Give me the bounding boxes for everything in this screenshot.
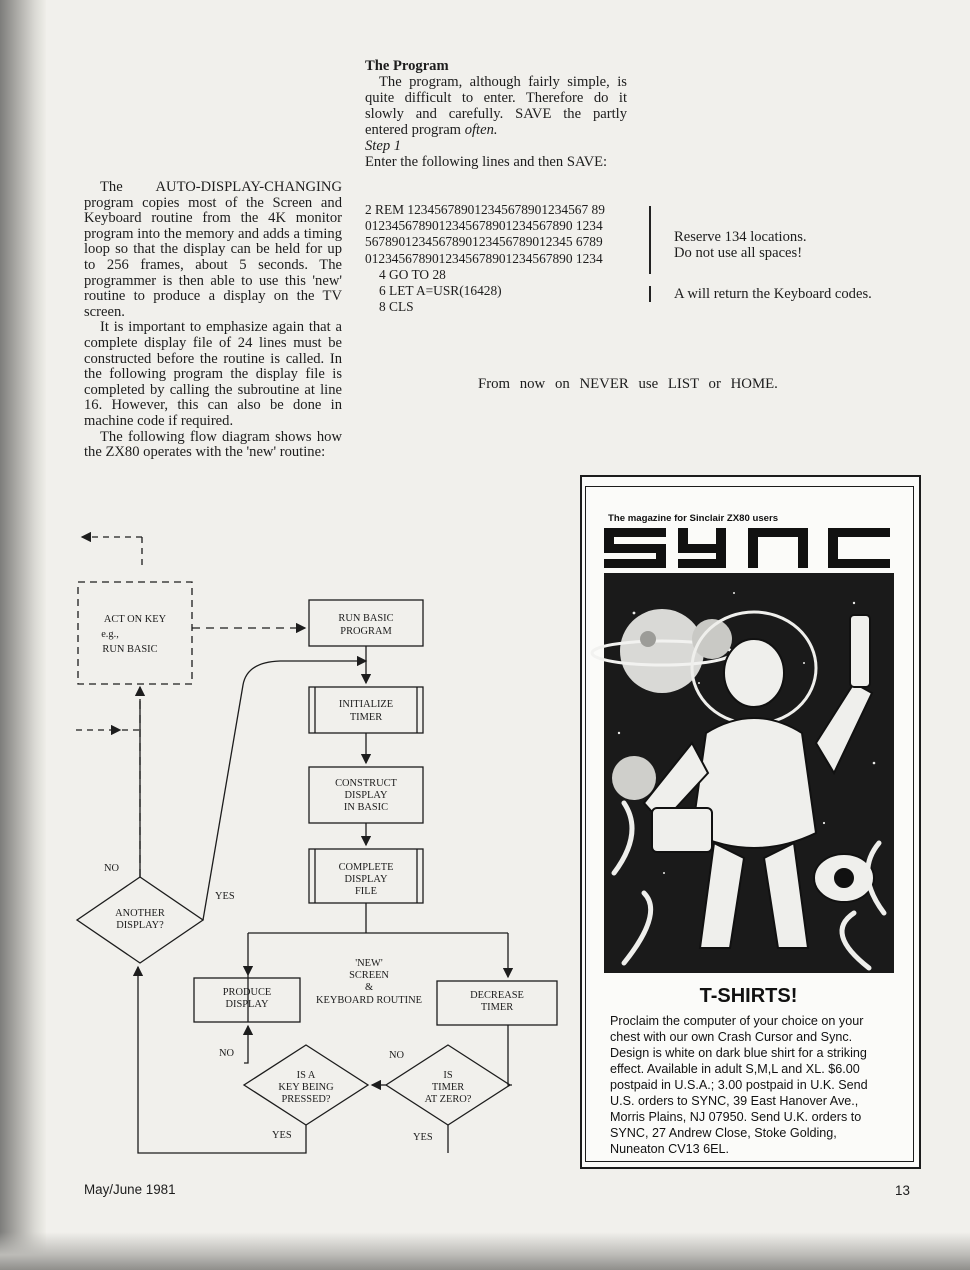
intro-paragraph-3: The following flow diagram shows how the ZX80 operates with the 'new' routine:: [84, 428, 342, 461]
act-on-key-label-2: e.g.,: [101, 629, 119, 640]
key-pressed-label-2: KEY BEING: [278, 1082, 334, 1093]
program-heading: The Program: [365, 58, 449, 74]
run-basic-label-2: PROGRAM: [340, 626, 392, 637]
new-routine-label-3: &: [364, 982, 374, 993]
act-on-key-box: [78, 582, 192, 684]
program-text: [365, 74, 627, 138]
complete-label-3: FILE: [355, 886, 377, 897]
key-pressed-label-1: IS A: [296, 1070, 316, 1081]
flow-diagram: [60, 515, 524, 1165]
timer-zero-label-2: TIMER: [431, 1082, 465, 1093]
yes-label-key: YES: [272, 1130, 292, 1141]
construct-label-1: CONSTRUCT: [335, 778, 397, 789]
new-routine-label-4: KEYBOARD ROUTINE: [316, 995, 422, 1006]
page-bottom-shadow: [0, 1232, 970, 1270]
step-instruction: Enter the following lines and then SAVE:: [365, 154, 608, 170]
code-line: 0123456789012345678901234567890 1234: [365, 218, 603, 234]
ringed-planet-icon: [620, 609, 704, 693]
spaces-note: Do not use all spaces!: [674, 245, 803, 261]
reserve-bracket: [649, 206, 651, 274]
program-text-emphasis: often.: [464, 122, 498, 138]
intro-paragraph-1: The AUTO-DISPLAY-CHANGING program copies most of the Screen and Keyboard routine from the 4K monitor program into the memory and adds a timing loop so that the display can be held for up to 256 frames, about 5 seconds. The programmer is then able to use this 'new' routine to produce a display on the TV screen.: [84, 179, 342, 320]
step-label: Step 1: [365, 138, 402, 154]
new-routine-label-2: SCREEN: [349, 970, 389, 981]
act-on-key-label-3: RUN BASIC: [102, 644, 158, 655]
yes-label-another: YES: [215, 891, 235, 902]
another-label-2: DISPLAY?: [116, 920, 164, 931]
ad-tagline: The magazine for Sinclair ZX80 users: [608, 513, 779, 524]
small-planet-icon: [612, 756, 656, 800]
initialize-timer-box: [309, 687, 423, 733]
no-label-another: NO: [104, 863, 120, 874]
program-text-main: The program, although fairly simple, is quite difficult to enter. Therefore do it slowly and carefully. SAVE the partly entered program: [365, 74, 627, 138]
complete-label-1: COMPLETE: [338, 862, 394, 873]
zx80-computer-icon: [652, 808, 712, 852]
intro-paragraph-2: It is important to emphasize again that a complete display file of 24 lines must be constructed before the routine is called. In the following program the display file is completed by calling the subroutine at line 16. However, this can also be done in machine code if required.: [84, 319, 342, 429]
produce-label-1: PRODUCE: [222, 987, 272, 998]
ad-headline: T-SHIRTS!: [699, 985, 798, 1007]
reserve-note: Reserve 134 locations.: [674, 229, 807, 245]
warning-line: From now on NEVER use LIST or HOME.: [478, 376, 778, 392]
code-line: 6 LET A=USR(16428): [379, 283, 502, 299]
produce-label-2: DISPLAY: [225, 999, 269, 1010]
keyboard-bracket: [649, 286, 651, 302]
hero-head: [724, 639, 784, 707]
sync-tshirt-ad: [580, 475, 921, 1169]
sync-logo: [604, 528, 894, 568]
ray-gun-icon: [850, 615, 870, 687]
issue-date: May/June 1981: [84, 1182, 176, 1197]
construct-label-3: IN BASIC: [343, 802, 389, 813]
complete-label-2: DISPLAY: [344, 874, 388, 885]
timer-zero-label-1: IS: [443, 1070, 453, 1081]
intro-column: [84, 180, 342, 461]
decrease-label-2: TIMER: [480, 1002, 514, 1013]
key-pressed-label-3: PRESSED?: [281, 1094, 331, 1105]
yes-label-timer: YES: [413, 1132, 433, 1143]
page-gutter-shadow: [0, 0, 46, 1270]
page-number: 13: [895, 1183, 910, 1198]
construct-label-2: DISPLAY: [344, 790, 388, 801]
ad-body-text: Proclaim the computer of your choice on your chest with our own Crash Cursor and Sync. Design is white on dark blue shirt for a striking effect. Available in adult S,M,L and XL. $6.00 postpaid in U.S.A.; 3.00 postpaid in U.K. Send U.S. orders to SYNC, 39 East Hanover Ave., Morris Plains, NJ 07950. Send U.K. orders to SYNC, 27 Andrew Close, Stoke Golding, Nuneaton CV13 6EL.: [610, 1014, 868, 1156]
astronaut-illustration: [604, 573, 894, 973]
no-label-key: NO: [219, 1048, 235, 1059]
code-listing: [365, 202, 655, 315]
decrease-label-1: DECREASE: [470, 990, 524, 1001]
new-routine-label-1: 'NEW': [355, 958, 383, 969]
code-line: 5678901234567890123456789012345 6789: [365, 234, 603, 250]
initialize-label-1: INITIALIZE: [338, 699, 394, 710]
no-label-timer: NO: [389, 1050, 405, 1061]
code-line: 8 CLS: [379, 299, 414, 315]
code-line: 4 GO TO 28: [379, 266, 446, 282]
keyboard-note: A will return the Keyboard codes.: [674, 286, 872, 302]
another-label-1: ANOTHER: [115, 908, 165, 919]
act-on-key-label-1: ACT ON KEY: [103, 614, 167, 625]
program-section: [365, 58, 627, 170]
run-basic-label-1: RUN BASIC: [338, 613, 394, 624]
timer-zero-label-3: AT ZERO?: [424, 1094, 472, 1105]
code-line: 0123456789012345678901234567890 1234: [365, 250, 603, 266]
code-line: 2 REM 123456789012345678901234567 89: [365, 202, 605, 217]
initialize-label-2: TIMER: [349, 712, 383, 723]
